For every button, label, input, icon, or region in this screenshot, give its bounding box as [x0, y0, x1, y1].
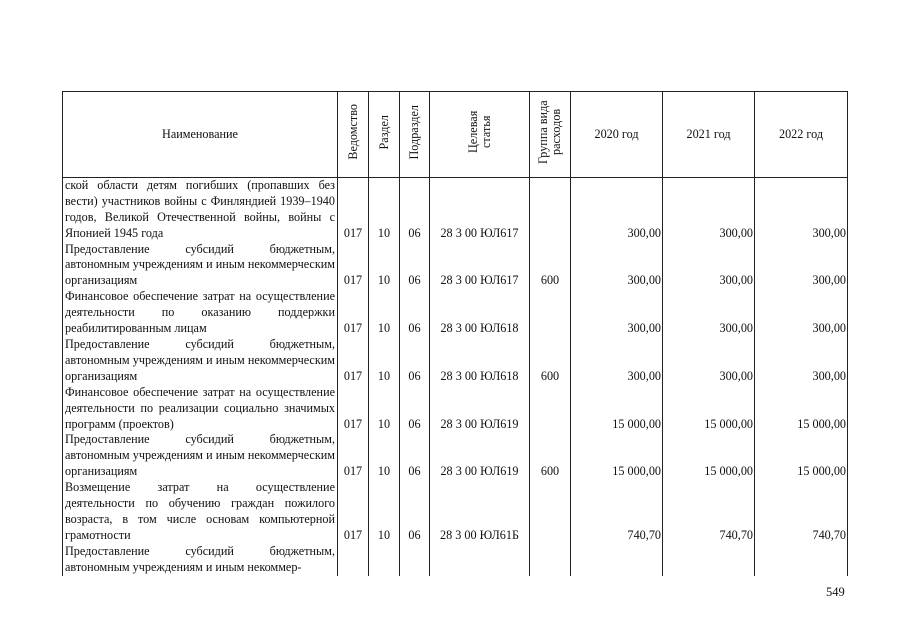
row-razdel: 10 — [369, 432, 400, 480]
row-podrazdel: 06 — [400, 242, 430, 290]
row-2021: 740,70 — [663, 480, 755, 544]
row-podrazdel — [400, 544, 430, 576]
row-2020: 300,00 — [571, 177, 663, 241]
row-vedomstvo: 017 — [338, 177, 369, 241]
row-2020: 300,00 — [571, 242, 663, 290]
row-2022: 300,00 — [755, 289, 848, 337]
header-2021: 2021 год — [663, 92, 755, 178]
row-group: 600 — [530, 242, 571, 290]
header-2020: 2020 год — [571, 92, 663, 178]
row-group — [530, 544, 571, 576]
row-2022: 740,70 — [755, 480, 848, 544]
row-2022: 300,00 — [755, 242, 848, 290]
row-2021 — [663, 544, 755, 576]
header-name: Наименование — [63, 92, 338, 178]
row-2022: 300,00 — [755, 177, 848, 241]
row-2020: 300,00 — [571, 289, 663, 337]
row-target: 28 3 00 ЮЛ617 — [430, 242, 530, 290]
row-razdel: 10 — [369, 337, 400, 385]
header-group: Группа вида расходов — [530, 92, 571, 178]
row-target: 28 3 00 ЮЛ618 — [430, 289, 530, 337]
table-row — [63, 432, 848, 480]
row-razdel: 10 — [369, 242, 400, 290]
row-name: Предоставление субсидий бюджетным, автономным учреждениям и иным некоммер- — [63, 544, 338, 576]
row-group: 600 — [530, 337, 571, 385]
row-2022: 300,00 — [755, 337, 848, 385]
row-razdel: 10 — [369, 385, 400, 433]
row-razdel: 10 — [369, 177, 400, 241]
table-row — [63, 177, 848, 241]
row-target: 28 3 00 ЮЛ617 — [430, 177, 530, 241]
row-vedomstvo: 017 — [338, 242, 369, 290]
row-podrazdel: 06 — [400, 480, 430, 544]
row-target: 28 3 00 ЮЛ619 — [430, 385, 530, 433]
budget-table — [62, 91, 848, 576]
row-group — [530, 385, 571, 433]
row-2021: 300,00 — [663, 242, 755, 290]
row-target: 28 3 00 ЮЛ618 — [430, 337, 530, 385]
row-2021: 300,00 — [663, 289, 755, 337]
row-podrazdel: 06 — [400, 432, 430, 480]
row-2021: 15 000,00 — [663, 385, 755, 433]
row-name: Предоставление субсидий бюджетным, автономным учреждениям и иным некоммерческим организациям — [63, 432, 338, 480]
row-target: 28 3 00 ЮЛ61Б — [430, 480, 530, 544]
row-2022: 15 000,00 — [755, 385, 848, 433]
row-2020: 740,70 — [571, 480, 663, 544]
header-vedomstvo: Ведомство — [338, 92, 369, 178]
row-vedomstvo: 017 — [338, 337, 369, 385]
table-row — [63, 544, 848, 576]
row-name: Предоставление субсидий бюджетным, автономным учреждениям и иным некоммерческим организациям — [63, 242, 338, 290]
row-razdel: 10 — [369, 289, 400, 337]
header-target: Целевая статья — [430, 92, 530, 178]
row-vedomstvo: 017 — [338, 480, 369, 544]
row-podrazdel: 06 — [400, 337, 430, 385]
row-vedomstvo — [338, 544, 369, 576]
table-row — [63, 337, 848, 385]
row-2021: 15 000,00 — [663, 432, 755, 480]
row-2022 — [755, 544, 848, 576]
row-name: Предоставление субсидий бюджетным, автономным учреждениям и иным некоммерческим организациям — [63, 337, 338, 385]
row-group — [530, 177, 571, 241]
row-vedomstvo: 017 — [338, 385, 369, 433]
row-name: Финансовое обеспечение затрат на осуществление деятельности по реализации социально значимых программ (проектов) — [63, 385, 338, 433]
row-2021: 300,00 — [663, 177, 755, 241]
row-vedomstvo: 017 — [338, 289, 369, 337]
table-header-row — [63, 92, 848, 178]
row-podrazdel: 06 — [400, 177, 430, 241]
row-vedomstvo: 017 — [338, 432, 369, 480]
page-number: 549 — [826, 585, 845, 599]
row-razdel: 10 — [369, 480, 400, 544]
row-group — [530, 480, 571, 544]
table-row — [63, 242, 848, 290]
table-row — [63, 385, 848, 433]
table-row — [63, 289, 848, 337]
row-group: 600 — [530, 432, 571, 480]
row-2020: 15 000,00 — [571, 432, 663, 480]
row-2020 — [571, 544, 663, 576]
row-podrazdel: 06 — [400, 385, 430, 433]
row-group — [530, 289, 571, 337]
header-podrazdel: Подраздел — [400, 92, 430, 178]
row-2020: 15 000,00 — [571, 385, 663, 433]
row-razdel — [369, 544, 400, 576]
header-2022: 2022 год — [755, 92, 848, 178]
table-row — [63, 480, 848, 544]
row-name: ской области детям погибших (пропавших без вести) участников войны с Финляндией 1939–1940 годов, Великой Отечественной войны, войны с Японией 1945 года — [63, 177, 338, 241]
row-2020: 300,00 — [571, 337, 663, 385]
row-2021: 300,00 — [663, 337, 755, 385]
header-razdel: Раздел — [369, 92, 400, 178]
row-podrazdel: 06 — [400, 289, 430, 337]
row-2022: 15 000,00 — [755, 432, 848, 480]
row-target: 28 3 00 ЮЛ619 — [430, 432, 530, 480]
row-target — [430, 544, 530, 576]
row-name: Финансовое обеспечение затрат на осуществление деятельности по оказанию поддержки реабилитированным лицам — [63, 289, 338, 337]
row-name: Возмещение затрат на осуществление деятельности по обучению граждан пожилого возраста, в том числе основам компьютерной грамотности — [63, 480, 338, 544]
